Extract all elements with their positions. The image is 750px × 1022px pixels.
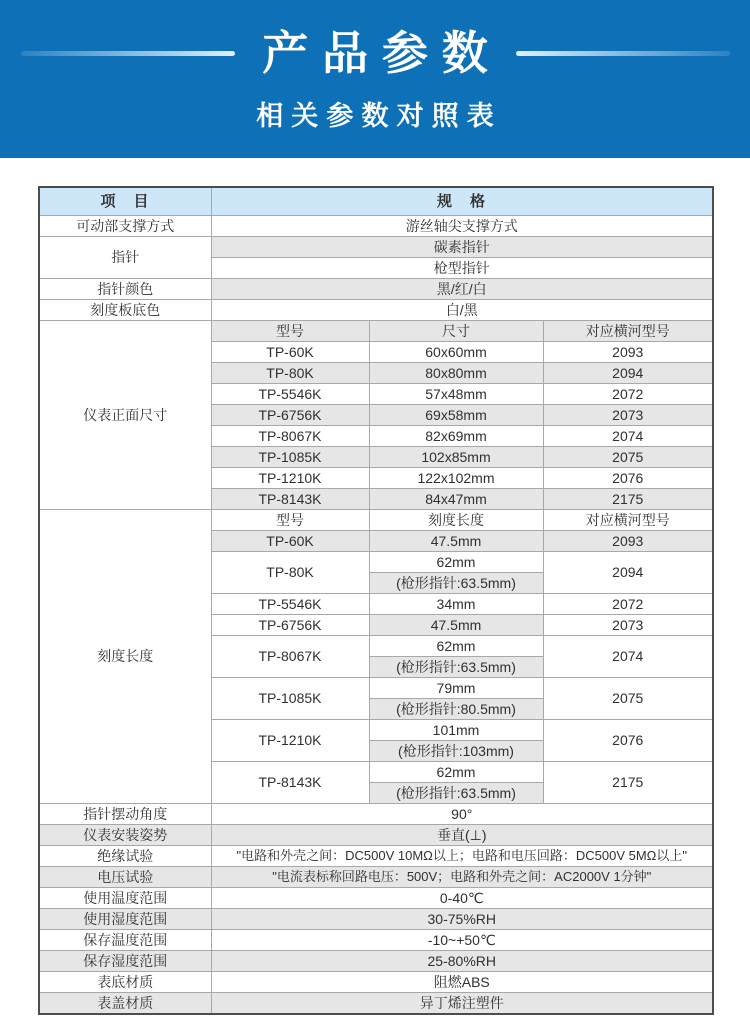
spec-value: 碳素指针 xyxy=(211,237,713,258)
size-cell: 84x47mm xyxy=(369,489,543,510)
spec-value: -10~+50℃ xyxy=(211,930,713,951)
length-cell: 62mm xyxy=(369,762,543,783)
table-row xyxy=(39,825,713,846)
yokogawa-cell: 2074 xyxy=(543,636,713,678)
size-cell: 57x48mm xyxy=(369,384,543,405)
spec-value: 0-40℃ xyxy=(211,888,713,909)
yokogawa-cell: 2093 xyxy=(543,342,713,363)
yokogawa-cell: 2073 xyxy=(543,405,713,426)
model-cell: TP-8067K xyxy=(211,636,369,678)
model-cell: TP-6756K xyxy=(211,615,369,636)
length-cell: 47.5mm xyxy=(369,615,543,636)
subtable-column-header: 型号 xyxy=(211,321,369,342)
spec-value: 垂直(⊥) xyxy=(211,825,713,846)
table-row xyxy=(39,972,713,993)
model-cell: TP-8143K xyxy=(211,489,369,510)
table-row xyxy=(39,951,713,972)
yokogawa-cell: 2093 xyxy=(543,531,713,552)
yokogawa-cell: 2094 xyxy=(543,552,713,594)
model-cell: TP-80K xyxy=(211,552,369,594)
model-cell: TP-8143K xyxy=(211,762,369,804)
decor-line-right xyxy=(516,51,730,56)
length-cell: 79mm xyxy=(369,678,543,699)
size-cell: 122x102mm xyxy=(369,468,543,489)
spec-label: 保存湿度范围 xyxy=(39,951,211,972)
table-row xyxy=(39,930,713,951)
spec-label: 使用湿度范围 xyxy=(39,909,211,930)
spec-table xyxy=(38,186,714,1015)
subtable-column-header: 刻度长度 xyxy=(369,510,543,531)
spec-value: 白/黑 xyxy=(211,300,713,321)
table-row xyxy=(39,888,713,909)
table-header-row xyxy=(39,187,713,216)
spec-label: 使用温度范围 xyxy=(39,888,211,909)
model-cell: TP-5546K xyxy=(211,384,369,405)
spec-value: 90° xyxy=(211,804,713,825)
model-cell: TP-1085K xyxy=(211,447,369,468)
header-banner xyxy=(0,0,750,158)
table-row xyxy=(39,237,713,258)
yokogawa-cell: 2075 xyxy=(543,447,713,468)
page-subtitle: 相关参数对照表 xyxy=(256,100,502,131)
table-row xyxy=(39,300,713,321)
spec-value: 异丁烯注塑件 xyxy=(211,993,713,1015)
column-header-item: 项 目 xyxy=(39,187,211,216)
spec-label: 指针 xyxy=(39,237,211,279)
length-cell: 47.5mm xyxy=(369,531,543,552)
spec-label: 表盖材质 xyxy=(39,993,211,1015)
table-row xyxy=(39,279,713,300)
size-cell: 80x80mm xyxy=(369,363,543,384)
model-cell: TP-1085K xyxy=(211,678,369,720)
length-cell: 101mm xyxy=(369,720,543,741)
yokogawa-cell: 2074 xyxy=(543,426,713,447)
spec-label: 表底材质 xyxy=(39,972,211,993)
length-note-cell: (枪形指针:63.5mm) xyxy=(369,573,543,594)
model-cell: TP-1210K xyxy=(211,720,369,762)
table-row xyxy=(39,321,713,342)
spec-label: 仪表正面尺寸 xyxy=(39,321,211,510)
spec-value: 游丝轴尖支撑方式 xyxy=(211,216,713,237)
spec-value: 枪型指针 xyxy=(211,258,713,279)
spec-label: 刻度长度 xyxy=(39,510,211,804)
spec-label: 绝缘试验 xyxy=(39,846,211,867)
subtable-column-header: 型号 xyxy=(211,510,369,531)
column-header-spec: 规 格 xyxy=(211,187,713,216)
title-row xyxy=(0,0,750,79)
yokogawa-cell: 2076 xyxy=(543,720,713,762)
model-cell: TP-1210K xyxy=(211,468,369,489)
table-row xyxy=(39,216,713,237)
subtable-column-header: 对应横河型号 xyxy=(543,321,713,342)
length-cell: 62mm xyxy=(369,636,543,657)
spec-label: 电压试验 xyxy=(39,867,211,888)
model-cell: TP-5546K xyxy=(211,594,369,615)
yokogawa-cell: 2175 xyxy=(543,489,713,510)
yokogawa-cell: 2094 xyxy=(543,363,713,384)
table-row xyxy=(39,804,713,825)
yokogawa-cell: 2075 xyxy=(543,678,713,720)
yokogawa-cell: 2073 xyxy=(543,615,713,636)
size-cell: 102x85mm xyxy=(369,447,543,468)
spec-value: 30-75%RH xyxy=(211,909,713,930)
table-row xyxy=(39,867,713,888)
spec-label: 可动部支撑方式 xyxy=(39,216,211,237)
spec-value: 黑/红/白 xyxy=(211,279,713,300)
subtable-column-header: 尺寸 xyxy=(369,321,543,342)
spec-value: "电路和外壳之间：DC500V 10MΩ以上；电路和电压回路：DC500V 5MΩ以上" xyxy=(211,846,713,867)
length-cell: 34mm xyxy=(369,594,543,615)
model-cell: TP-80K xyxy=(211,363,369,384)
length-note-cell: (枪形指针:80.5mm) xyxy=(369,699,543,720)
yokogawa-cell: 2072 xyxy=(543,384,713,405)
page-title: 产品参数 xyxy=(262,27,502,79)
table-row xyxy=(39,993,713,1015)
model-cell: TP-60K xyxy=(211,531,369,552)
spec-value: 阻燃ABS xyxy=(211,972,713,993)
length-cell: 62mm xyxy=(369,552,543,573)
length-note-cell: (枪形指针:63.5mm) xyxy=(369,657,543,678)
table-row xyxy=(39,909,713,930)
spec-value: "电流表标称回路电压：500V；电路和外壳之间：AC2000V 1分钟" xyxy=(211,867,713,888)
spec-label: 保存温度范围 xyxy=(39,930,211,951)
table-row xyxy=(39,510,713,531)
spec-label: 指针摆动角度 xyxy=(39,804,211,825)
table-row xyxy=(39,846,713,867)
spec-label: 刻度板底色 xyxy=(39,300,211,321)
size-cell: 60x60mm xyxy=(369,342,543,363)
length-note-cell: (枪形指针:103mm) xyxy=(369,741,543,762)
spec-value: 25-80%RH xyxy=(211,951,713,972)
size-cell: 69x58mm xyxy=(369,405,543,426)
size-cell: 82x69mm xyxy=(369,426,543,447)
model-cell: TP-6756K xyxy=(211,405,369,426)
spec-label: 指针颜色 xyxy=(39,279,211,300)
yokogawa-cell: 2076 xyxy=(543,468,713,489)
yokogawa-cell: 2072 xyxy=(543,594,713,615)
model-cell: TP-8067K xyxy=(211,426,369,447)
length-note-cell: (枪形指针:63.5mm) xyxy=(369,783,543,804)
subtable-column-header: 对应横河型号 xyxy=(543,510,713,531)
model-cell: TP-60K xyxy=(211,342,369,363)
yokogawa-cell: 2175 xyxy=(543,762,713,804)
spec-label: 仪表安装姿势 xyxy=(39,825,211,846)
table-area xyxy=(0,158,750,1015)
decor-line-left xyxy=(21,51,235,56)
